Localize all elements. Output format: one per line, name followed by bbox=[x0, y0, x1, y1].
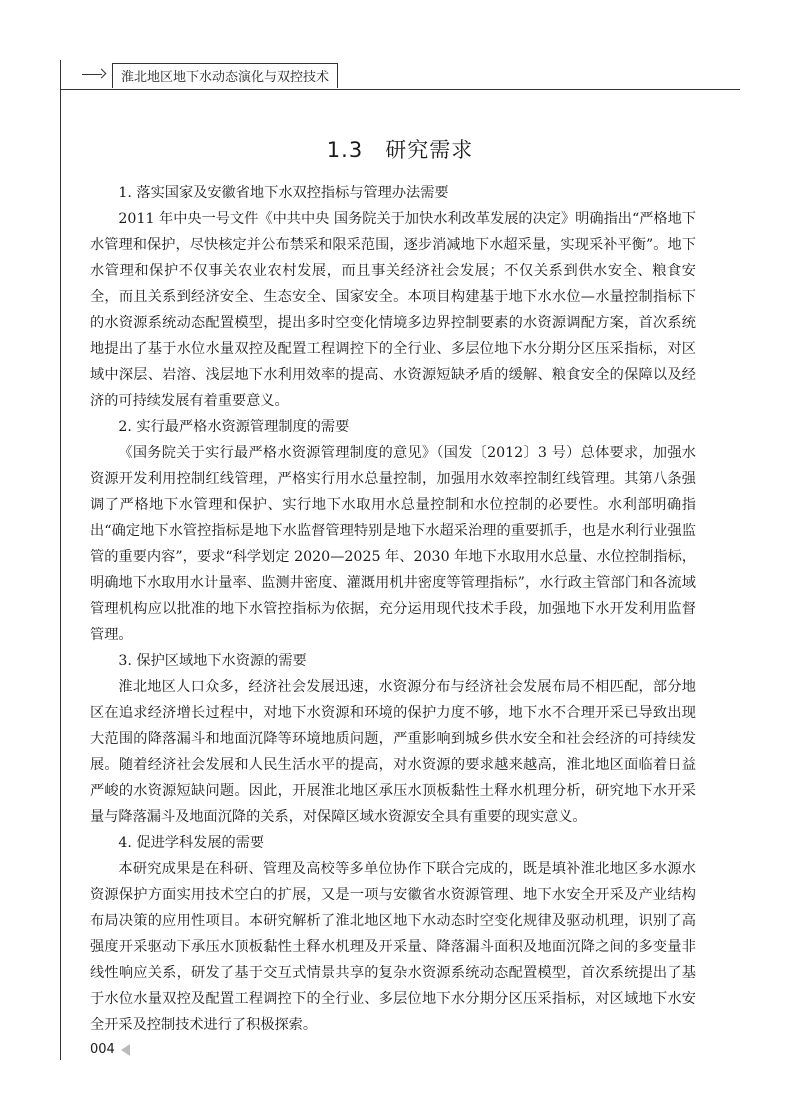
subheading-2: 2. 实行最严格水资源管理制度的需要 bbox=[118, 419, 350, 435]
paragraph: 2011 年中央一号文件《中共中央 国务院关于加快水利改革发展的决定》明确指出“严格地下水管理和保护，尽快核定并公布禁采和限采范围，逐步消减地下水超采量，实现采补平衡”。地下水管理和保护不仅事关农业农村发展，而且事关经济社会发展；不仅关系到供水安全、粮食安全，而且关系到经济安全、生态安全、国家安全。本项目构建基于地下水水位—水量控制指标下的水资源系统动态配置模型，提出多时空变化情境多边界控制要素的水资源调配方案，首次系统地提出了基于水位水量双控及配置工程调控下的全行业、多层位地下水分期分区压采指标，对区域中深层、岩溶、浅层地下水利用效率的提高、水资源短缺矛盾的缓解、粮食安全的保障以及经济的可持续发展有着重要意义。 bbox=[90, 211, 696, 409]
page-number: 004 bbox=[90, 1042, 115, 1057]
section-number: 1.3 bbox=[326, 138, 364, 162]
page-frame-left-rule bbox=[60, 60, 61, 1060]
arrow-icon bbox=[82, 68, 108, 82]
paragraph: 淮北地区人口众多，经济社会发展迅速，水资源分布与经济社会发展布局不相匹配，部分地区在追求经济增长过程中，对地下水资源和环境的保护力度不够，地下水不合理开采已导致出现大范围的降落漏斗和地面沉降等环境地质问题，严重影响到城乡供水安全和社会经济的可持续发展。随着经济社会发展和人民生活水平的提高，对水资源的要求越来越高，淮北地区面临着日益严峻的水资源短缺问题。因此，开展淮北地区承压水顶板黏性土释水机理分析，研究地下水开采量与降落漏斗及地面沉降的关系，对保障区域水资源安全具有重要的现实意义。 bbox=[90, 679, 696, 825]
subheading-1: 1. 落实国家及安徽省地下水双控指标与管理办法需要 bbox=[118, 185, 449, 201]
subheading-3: 3. 保护区域地下水资源的需要 bbox=[118, 653, 307, 669]
paragraph: 本研究成果是在科研、管理及高校等多单位协作下联合完成的，既是填补淮北地区多水源水资源保护方面实用技术空白的扩展，又是一项与安徽省水资源管理、地下水安全开采及产业结构布局决策的应用性项目。本研究解析了淮北地区地下水动态时空变化规律及驱动机理，识别了高强度开采驱动下承压水顶板黏性土释水机理及开采量、降落漏斗面积及地面沉降之间的多变量非线性响应关系，研发了基于交互式情景共享的复杂水资源系统动态配置模型，首次系统提出了基于水位水量双控及配置工程调控下的全行业、多层位地下水分期分区压采指标，对区域地下水安全开采及控制技术进行了积极探索。 bbox=[90, 861, 696, 1033]
paragraph: 《国务院关于实行最严格水资源管理制度的意见》（国发〔2012〕3 号）总体要求，加强水资源开发利用控制红线管理，严格实行用水总量控制，加强用水效率控制红线管理。其第八条强调了严格地下水管理和保护、实行地下水取用水总量控制和水位控制的必要性。水利部明确指出“确定地下水管控指标是地下水监督管理特别是地下水超采治理的重要抓手，也是水利行业强监管的重要内容”，要求“科学划定 2020—2025 年、2030 年地下水取用水总量、水位控制指标，明确地下水取用水计量率、监测井密度、灌溉用机井密度等管理指标”，水行政主管部门和各流域管理机构应以批准的地下水管控指标为依据，充分运用现代技术手段，加强地下水开发利用监督管理。 bbox=[90, 445, 696, 643]
subheading-4: 4. 促进学科发展的需要 bbox=[118, 835, 265, 851]
header-rule bbox=[60, 89, 740, 90]
running-title: 淮北地区地下水动态演化与双控技术 bbox=[112, 63, 338, 88]
body-text bbox=[90, 180, 696, 1038]
running-header bbox=[82, 62, 338, 88]
section-heading bbox=[0, 134, 800, 164]
section-title: 研究需求 bbox=[385, 138, 474, 162]
page-footer bbox=[90, 1042, 130, 1057]
triangle-left-icon bbox=[121, 1044, 130, 1056]
